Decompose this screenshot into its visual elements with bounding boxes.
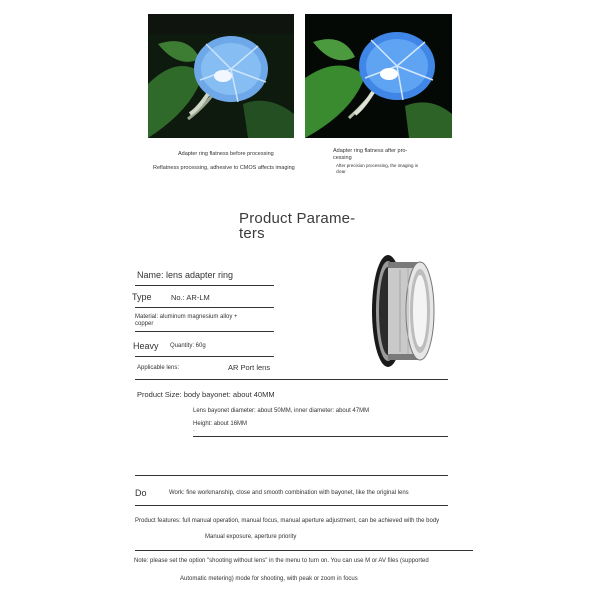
param-features-line2: Manual exposure, aperture priority bbox=[205, 534, 297, 540]
param-material-line1: Material: aluminum magnesium alloy + bbox=[135, 314, 238, 320]
param-note-line1: Note: please set the option "shooting without lens" in the menu to turn on. You can use M or AV files (supported bbox=[134, 558, 429, 564]
param-size-line3: Height: about 16MM bbox=[193, 421, 248, 427]
divider bbox=[135, 505, 448, 506]
divider bbox=[135, 356, 274, 357]
param-applicable-value: AR Port lens bbox=[228, 363, 271, 372]
param-heavy-label: Heavy bbox=[133, 341, 159, 351]
param-features-line1: Product features: full manual operation, manual focus, manual aperture adjustment, can be achieved with the body bbox=[135, 518, 440, 524]
param-type-value: No.: AR-LM bbox=[171, 293, 210, 302]
before-processing-photo bbox=[148, 14, 294, 138]
divider bbox=[193, 436, 448, 437]
param-do-value: Work: fine workmanship, close and smooth combination with bayonet, like the original lens bbox=[169, 490, 409, 496]
caption-after-line3: After precision processing, the imaging is bbox=[336, 163, 419, 168]
param-size-line2: Lens bayonet diameter: about 50MM, inner diameter: about 47MM bbox=[193, 408, 370, 414]
param-heavy-value: Quantity: 60g bbox=[170, 343, 206, 349]
param-do-label: Do bbox=[135, 488, 147, 498]
divider bbox=[135, 307, 274, 308]
divider bbox=[135, 550, 473, 551]
divider bbox=[135, 475, 448, 476]
section-title-line1: Product Parame- bbox=[239, 210, 356, 227]
caption-before-line2: Reflatness processing, adhesive to CMOS affects imaging bbox=[153, 165, 295, 171]
caption-before-line1: Adapter ring flatness before processing bbox=[178, 151, 274, 157]
param-size-line1: Product Size: body bayonet: about 40MM bbox=[137, 390, 275, 399]
divider bbox=[135, 379, 448, 380]
divider bbox=[135, 285, 274, 286]
caption-after-line4: clear bbox=[336, 169, 346, 174]
param-type-label: Type bbox=[132, 292, 152, 302]
divider bbox=[135, 331, 274, 332]
caption-after-line1: Adapter ring flatness after pro- bbox=[333, 148, 408, 154]
adapter-ring-image bbox=[360, 250, 440, 372]
caption-after-line2: cessing bbox=[333, 155, 352, 161]
param-size-mark: · bbox=[193, 428, 195, 434]
param-material-line2: copper bbox=[135, 321, 154, 327]
param-name: Name: lens adapter ring bbox=[137, 270, 234, 280]
param-note-line2: Automatic metering) mode for shooting, with peak or zoom in focus bbox=[180, 576, 358, 582]
param-applicable-label: Applicable lens: bbox=[137, 365, 180, 371]
after-processing-photo bbox=[305, 14, 452, 138]
section-title-line2: ters bbox=[239, 225, 265, 242]
